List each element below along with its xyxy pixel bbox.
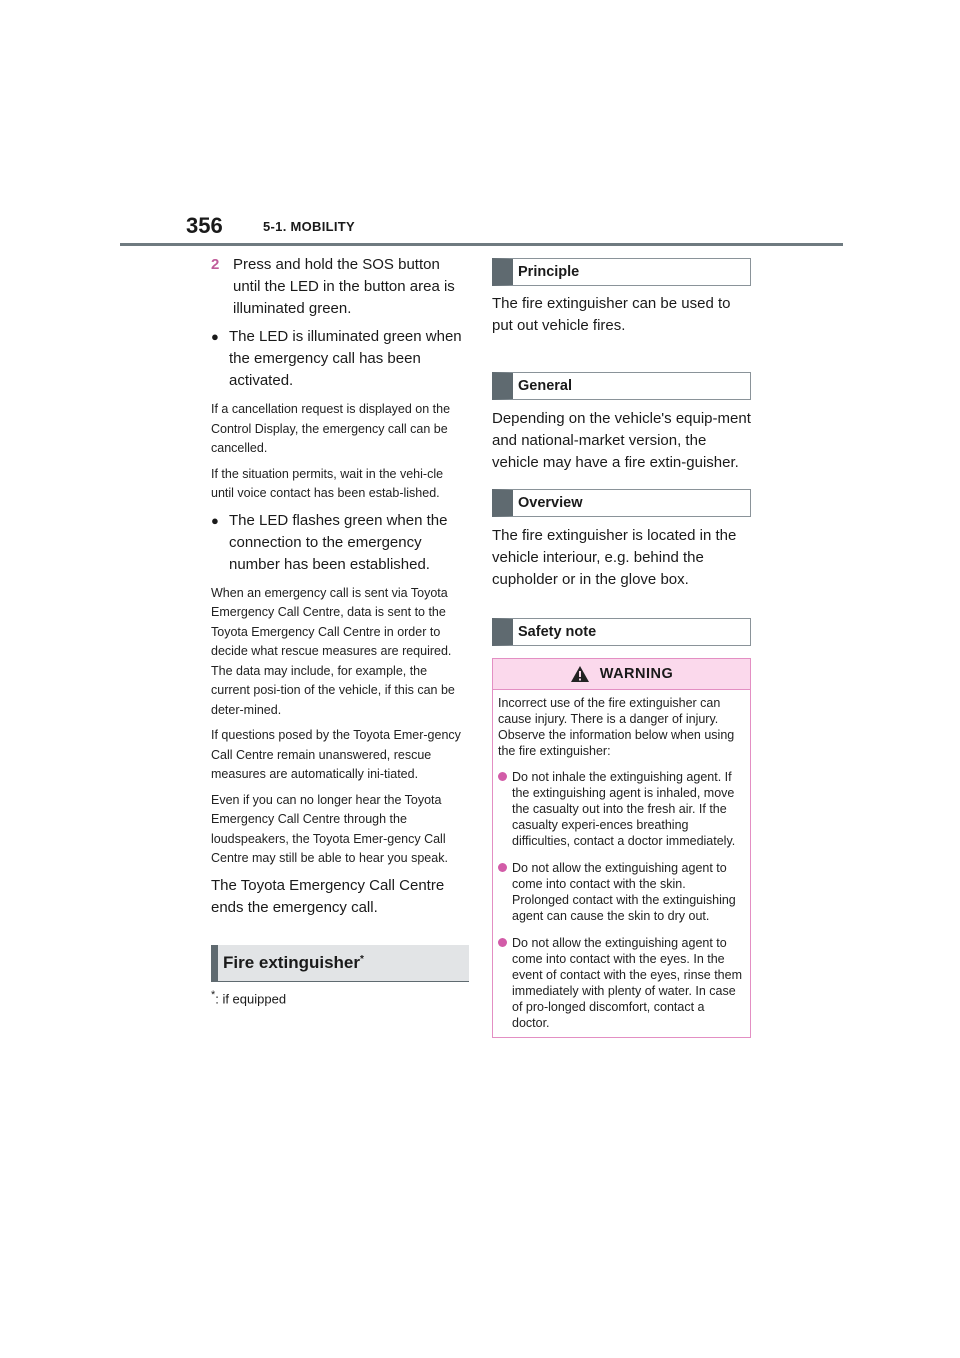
bullet-disc-icon xyxy=(498,772,507,781)
principle-text: The fire extinguisher can be used to put out vehicle fires. xyxy=(492,295,731,334)
note-unanswered: If questions posed by the Toyota Emer-gency Call Centre remain unanswered, rescue measures are automatically ini-tiated. xyxy=(211,728,461,781)
bullet-disc-icon xyxy=(498,938,507,947)
warning-header xyxy=(493,659,750,690)
bullet-disc-icon: ● xyxy=(211,329,219,344)
warning-item xyxy=(498,769,745,849)
warning-item-text: Do not allow the extinguishing agent to come into contact with the eyes. In the event of contact with the eyes, rinse them immediately with plenty of water. In case of pro-longed discomfort, contact a doctor. xyxy=(512,936,742,1030)
warning-item xyxy=(498,860,745,924)
note-loudspeakers: Even if you can no longer hear the Toyota Emergency Call Centre through the loudspeakers, the Toyota Emer-gency Call Centre may still be able to hear you speak. xyxy=(211,792,448,865)
principle-heading: Principle xyxy=(492,258,751,286)
warning-body xyxy=(493,690,750,1037)
footnote-text: : if equipped xyxy=(215,990,287,1006)
warning-item-text: Do not allow the extinguishing agent to come into contact with the skin. Prolonged contact with the extinguishing agent can cause the skin to dry out. xyxy=(512,861,736,923)
closing-text: The Toyota Emergency Call Centre ends the emergency call. xyxy=(211,876,445,916)
bullet-disc-icon: ● xyxy=(211,512,219,528)
warning-item xyxy=(498,935,745,1031)
warning-box xyxy=(492,658,751,1038)
step-2 xyxy=(211,254,469,320)
bullet-item xyxy=(211,510,469,576)
note-cancellation: If a cancellation request is displayed on the Control Display, the emergency call can be cancelled. xyxy=(211,402,451,455)
note-wait: If the situation permits, wait in the vehi-cle until voice contact has been estab-lished. xyxy=(211,466,444,500)
heading-asterisk: * xyxy=(359,954,364,965)
overview-text: The fire extinguisher is located in the vehicle interiour, e.g. behind the cupholder or in the glove box. xyxy=(492,527,737,588)
note-data: When an emergency call is sent via Toyota Emergency Call Centre, data is sent to the Toyota Emergency Call Centre in order to decide what rescue measures are required. The data may include, for example, the current posi-tion of the vehicle, if this can be deter-mined. xyxy=(211,585,455,717)
footnote-asterisk: * xyxy=(211,988,216,1001)
warning-title: WARNING xyxy=(599,666,674,682)
page-number: 356 xyxy=(186,213,223,238)
footnote xyxy=(211,989,469,1006)
safety-note-heading: Safety note xyxy=(492,618,751,646)
heading-text: Fire extinguisher xyxy=(223,952,360,972)
warning-intro: Incorrect use of the fire extinguisher can cause injury. There is a danger of injury. Observe the information below when using the fire extinguisher: xyxy=(498,696,735,758)
step-number: 2 xyxy=(211,256,220,273)
bullet-text: The LED is illuminated green when the emergency call has been activated. xyxy=(229,328,462,389)
bullet-text: The LED flashes green when the connection to the emergency number has been established. xyxy=(229,511,448,573)
left-column xyxy=(211,254,469,1006)
general-heading: General xyxy=(492,372,751,400)
overview-heading: Overview xyxy=(492,489,751,517)
section-title: 5-1. MOBILITY xyxy=(263,219,356,234)
right-column xyxy=(492,258,751,1038)
step-text: Press and hold the SOS button until the LED in the button area is illuminated green. xyxy=(233,256,455,317)
bullet-item xyxy=(211,326,469,392)
general-text: Depending on the vehicle's equip-ment and national-market version, the vehicle may have a fire extin-guisher. xyxy=(492,410,751,471)
header-rule xyxy=(120,243,843,246)
fire-extinguisher-heading xyxy=(211,945,469,982)
warning-item-text: Do not inhale the extinguishing agent. If the extinguishing agent is inhaled, move the casualty out into the fresh air. If the casualty experi-ences breathing difficulties, contact a doctor immediately. xyxy=(512,770,736,848)
warning-triangle-icon xyxy=(570,665,590,683)
bullet-disc-icon xyxy=(498,863,507,872)
